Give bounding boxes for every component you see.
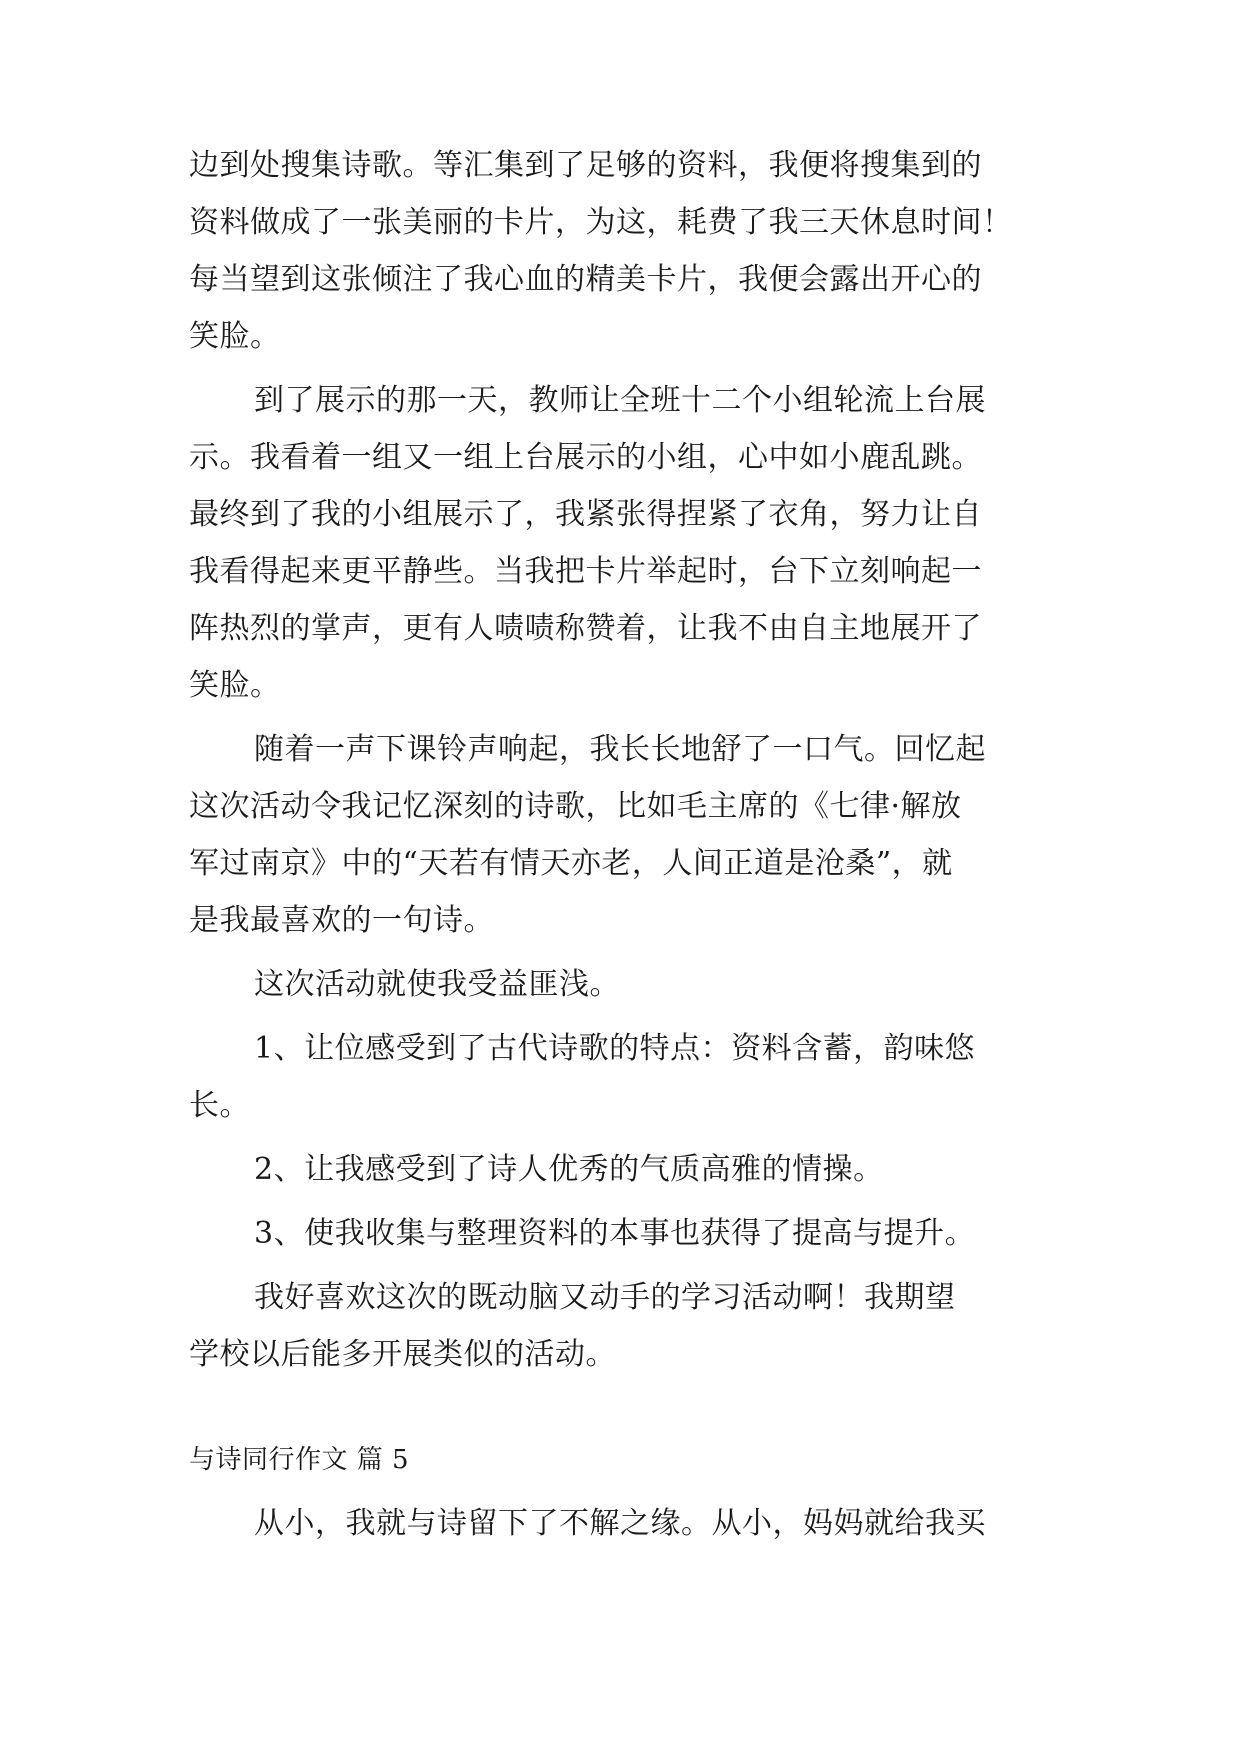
text-line: 从小，我就与诗留下了不解之缘。从小，妈妈就给我买 [254,1506,986,1541]
text-line: 1、让位感受到了古代诗歌的特点：资料含蓄，韵味悠 [254,1031,976,1066]
text-line: 军过南京》中的“天若有情天亦老，人间正道是沧桑”，就 [189,846,953,881]
text-line: 阵热烈的掌声，更有人啧啧称赞着，让我不由自主地展开了 [189,611,982,646]
text-line: 随着一声下课铃声响起，我长长地舒了一口气。回忆起 [254,732,986,767]
text-line: 是我最喜欢的一句诗。 [189,903,494,938]
text-line: 我看得起来更平静些。当我把卡片举起时，台下立刻响起一 [189,554,982,589]
text-line: 这次活动就使我受益匪浅。 [254,967,620,1002]
text-line: 这次活动令我记忆深刻的诗歌，比如毛主席的《七律·解放 [189,789,962,824]
text-line: 示。我看着一组又一组上台展示的小组，心中如小鹿乱跳。 [189,440,982,475]
text-line: 笑脸。 [189,668,281,703]
text-line: 笑脸。 [189,319,281,354]
text-line: 最终到了我的小组展示了，我紧张得捏紧了衣角，努力让自 [189,497,982,532]
text-line: 3、使我收集与整理资料的本事也获得了提高与提升。 [254,1216,976,1251]
section-heading: 与诗同行作文 篇 5 [189,1445,410,1475]
text-line: 我好喜欢这次的既动脑又动手的学习活动啊！我期望 [254,1280,956,1315]
text-line: 2、让我感受到了诗人优秀的气质高雅的情操。 [254,1152,884,1187]
text-line: 长。 [189,1088,250,1123]
text-line: 学校以后能多开展类似的活动。 [189,1337,616,1372]
text-line: 边到处搜集诗歌。等汇集到了足够的资料，我便将搜集到的 [189,148,982,183]
text-line: 到了展示的那一天，教师让全班十二个小组轮流上台展 [254,383,986,418]
text-line: 资料做成了一张美丽的卡片，为这，耗费了我三天休息时间！ [189,205,1013,240]
text-line: 每当望到这张倾注了我心血的精美卡片，我便会露出开心的 [189,262,982,297]
